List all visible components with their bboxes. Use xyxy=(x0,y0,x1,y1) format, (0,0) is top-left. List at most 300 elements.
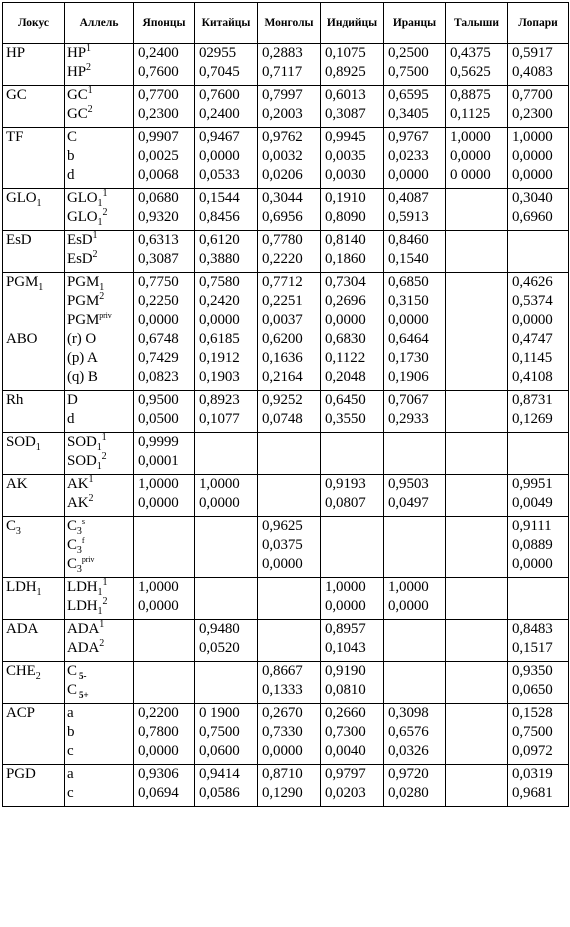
header-row xyxy=(3,3,569,44)
header-iranians: Иранцы xyxy=(384,3,446,44)
frequency-value: 0,0810 xyxy=(325,682,366,698)
table-row-esd xyxy=(3,231,569,273)
frequency-cell xyxy=(321,128,384,189)
frequency-value: 0,0889 xyxy=(512,537,553,553)
frequency-value: 0,7750 xyxy=(138,274,179,290)
locus-cell xyxy=(3,433,65,475)
frequency-value: 0,1290 xyxy=(262,785,303,801)
allele-label: b xyxy=(67,724,75,740)
frequency-value xyxy=(384,662,445,681)
frequency-cell xyxy=(446,391,508,433)
frequency-cell xyxy=(508,704,569,765)
locus-label xyxy=(3,63,64,82)
frequency-value: 0,1122 xyxy=(325,350,366,366)
frequency-cell xyxy=(384,189,446,231)
frequency-value: 0,9999 xyxy=(138,434,179,450)
frequency-cell xyxy=(384,273,446,391)
frequency-value: 1,0000 xyxy=(138,476,179,492)
locus-label xyxy=(3,166,64,185)
frequency-cell xyxy=(258,391,321,433)
frequency-value: 0,0049 xyxy=(512,495,553,511)
frequency-value: 0,8667 xyxy=(262,663,303,679)
frequency-value: 0,6313 xyxy=(138,232,179,248)
frequency-value xyxy=(134,620,194,639)
frequency-value xyxy=(384,639,445,658)
locus-label: PGD xyxy=(6,766,36,782)
frequency-value xyxy=(258,452,320,471)
frequency-value xyxy=(384,681,445,700)
frequency-cell xyxy=(508,189,569,231)
frequency-value xyxy=(195,555,257,574)
frequency-value: 0,2660 xyxy=(325,705,366,721)
frequency-value: 0,7067 xyxy=(388,392,429,408)
frequency-value: 0,2696 xyxy=(325,293,366,309)
frequency-cell xyxy=(384,231,446,273)
frequency-value xyxy=(384,536,445,555)
locus-cell xyxy=(3,620,65,662)
frequency-value: 0,6450 xyxy=(325,392,366,408)
locus-label xyxy=(3,105,64,124)
frequency-value: 1,0000 xyxy=(388,579,429,595)
allele-label: $SOD_1^2$ xyxy=(67,451,107,472)
locus-label xyxy=(3,368,64,387)
frequency-value: 0,1125 xyxy=(450,106,491,122)
frequency-value: 1,0000 xyxy=(199,476,240,492)
frequency-value: 0,7300 xyxy=(325,724,366,740)
allele-label: C $_{5+}$ xyxy=(67,682,89,700)
frequency-cell xyxy=(321,620,384,662)
frequency-value: 0,0000 xyxy=(512,167,553,183)
frequency-cell xyxy=(384,620,446,662)
frequency-value: 0,0000 xyxy=(138,312,179,328)
table-row-acp xyxy=(3,704,569,765)
frequency-cell xyxy=(195,273,258,391)
frequency-value: 0,7700 xyxy=(512,87,553,103)
frequency-value: 0,6850 xyxy=(388,274,429,290)
frequency-value: 0,7429 xyxy=(138,350,179,366)
frequency-cell xyxy=(508,517,569,578)
frequency-value xyxy=(384,452,445,471)
frequency-value xyxy=(384,620,445,639)
locus-label: HP xyxy=(6,45,25,61)
frequency-cell xyxy=(384,765,446,807)
frequency-value xyxy=(134,681,194,700)
allele-cell xyxy=(65,189,134,231)
frequency-value: 0,9720 xyxy=(388,766,429,782)
locus-label xyxy=(3,452,64,471)
allele-label: (p) A xyxy=(67,350,98,366)
allele-label: EsD$^2$ xyxy=(67,249,98,267)
frequency-value: 0,9480 xyxy=(199,621,240,637)
frequency-cell xyxy=(134,128,195,189)
frequency-value: 0,9190 xyxy=(325,663,366,679)
locus-label xyxy=(3,723,64,742)
frequency-value: 0,4747 xyxy=(512,331,553,347)
frequency-value: 0,2933 xyxy=(388,411,429,427)
frequency-value: 0,9350 xyxy=(512,663,553,679)
frequency-value: 0,4083 xyxy=(512,64,553,80)
allele-label: $PGM_1$ xyxy=(67,274,105,293)
frequency-value xyxy=(446,292,507,311)
frequency-cell xyxy=(195,86,258,128)
header-saami: Лопари xyxy=(508,3,569,44)
frequency-value xyxy=(446,330,507,349)
frequency-cell xyxy=(195,391,258,433)
frequency-value xyxy=(446,250,507,269)
frequency-value: 0,6464 xyxy=(388,331,429,347)
frequency-cell xyxy=(508,662,569,704)
locus-label xyxy=(3,639,64,658)
frequency-cell xyxy=(321,231,384,273)
allele-label: $LDH_1^1$ xyxy=(67,577,108,598)
frequency-value: 0,4087 xyxy=(388,190,429,206)
locus-label xyxy=(3,555,64,574)
frequency-cell xyxy=(446,128,508,189)
locus-cell xyxy=(3,704,65,765)
frequency-value: 0,0520 xyxy=(199,640,240,656)
frequency-cell xyxy=(446,620,508,662)
table-row-ada xyxy=(3,620,569,662)
frequency-cell xyxy=(321,765,384,807)
frequency-value: 0,0680 xyxy=(138,190,179,206)
locus-cell xyxy=(3,578,65,620)
frequency-value: 0,6576 xyxy=(388,724,429,740)
frequency-value: 0,8456 xyxy=(199,209,240,225)
frequency-value: 0,2251 xyxy=(262,293,303,309)
frequency-cell xyxy=(384,517,446,578)
frequency-cell xyxy=(321,391,384,433)
frequency-cell xyxy=(446,704,508,765)
frequency-value: 0,1540 xyxy=(388,251,429,267)
table-row-rh xyxy=(3,391,569,433)
frequency-value xyxy=(446,662,507,681)
frequency-cell xyxy=(258,620,321,662)
frequency-cell xyxy=(508,273,569,391)
allele-cell xyxy=(65,578,134,620)
frequency-value xyxy=(134,555,194,574)
locus-label: ABO xyxy=(6,331,38,347)
header-indians: Индийцы xyxy=(321,3,384,44)
allele-label: ADA$^1$ xyxy=(67,619,105,637)
frequency-cell xyxy=(195,189,258,231)
frequency-cell xyxy=(258,86,321,128)
frequency-value: 1,0000 xyxy=(512,129,553,145)
frequency-value: 0,8925 xyxy=(325,64,366,80)
frequency-value: 0,0000 xyxy=(512,312,553,328)
frequency-value xyxy=(446,639,507,658)
allele-cell xyxy=(65,517,134,578)
locus-cell xyxy=(3,231,65,273)
frequency-value xyxy=(134,639,194,658)
frequency-value xyxy=(446,452,507,471)
frequency-value: 0,0823 xyxy=(138,369,179,385)
frequency-value xyxy=(258,494,320,513)
frequency-value: 0,8460 xyxy=(388,232,429,248)
frequency-value xyxy=(446,494,507,513)
frequency-cell xyxy=(384,704,446,765)
frequency-value: 0,9625 xyxy=(262,518,303,534)
frequency-cell xyxy=(384,475,446,517)
frequency-cell xyxy=(384,578,446,620)
frequency-value: 0,0000 xyxy=(199,148,240,164)
frequency-cell xyxy=(258,765,321,807)
header-talysh: Талыши xyxy=(446,3,508,44)
locus-label xyxy=(3,681,64,700)
frequency-value: 0,0500 xyxy=(138,411,179,427)
frequency-value: 0,0035 xyxy=(325,148,366,164)
frequency-value: 0 0000 xyxy=(450,167,491,183)
frequency-value: 0,0000 xyxy=(388,312,429,328)
frequency-value xyxy=(446,208,507,227)
frequency-value: 0,7800 xyxy=(138,724,179,740)
frequency-value xyxy=(508,231,568,250)
frequency-cell xyxy=(134,662,195,704)
frequency-value: 0,0280 xyxy=(388,785,429,801)
locus-label xyxy=(3,292,64,311)
frequency-value: 0,6830 xyxy=(325,331,366,347)
frequency-cell xyxy=(134,578,195,620)
frequency-value xyxy=(446,742,507,761)
allele-label: (q) B xyxy=(67,369,98,385)
frequency-value: 0,3150 xyxy=(388,293,429,309)
frequency-value: 0,4108 xyxy=(512,369,553,385)
frequency-value xyxy=(384,433,445,452)
frequency-cell xyxy=(134,86,195,128)
frequency-cell xyxy=(446,231,508,273)
frequency-value: 0,0375 xyxy=(262,537,303,553)
table-row-pgd xyxy=(3,765,569,807)
frequency-value: 0,0000 xyxy=(262,556,303,572)
frequency-value: 0,5913 xyxy=(388,209,429,225)
frequency-value xyxy=(195,662,257,681)
frequency-value: 0,1075 xyxy=(325,45,366,61)
frequency-value: 0,7330 xyxy=(262,724,303,740)
frequency-cell xyxy=(321,578,384,620)
allele-label: C xyxy=(67,129,77,145)
frequency-value xyxy=(446,681,507,700)
locus-label xyxy=(3,410,64,429)
frequency-value: 1,0000 xyxy=(138,579,179,595)
frequency-value xyxy=(446,536,507,555)
locus-cell xyxy=(3,86,65,128)
frequency-cell xyxy=(508,231,569,273)
frequency-value: 0,0326 xyxy=(388,743,429,759)
frequency-value xyxy=(446,578,507,597)
frequency-value: 0,7500 xyxy=(199,724,240,740)
frequency-cell xyxy=(134,765,195,807)
allele-cell xyxy=(65,86,134,128)
frequency-value xyxy=(446,231,507,250)
locus-label xyxy=(3,208,64,227)
frequency-value xyxy=(258,475,320,494)
frequency-value: 0,2500 xyxy=(388,45,429,61)
frequency-value: 0,1860 xyxy=(325,251,366,267)
frequency-value: 0,2200 xyxy=(138,705,179,721)
frequency-value xyxy=(446,311,507,330)
frequency-cell xyxy=(508,475,569,517)
frequency-value: 0,2250 xyxy=(138,293,179,309)
frequency-cell xyxy=(258,578,321,620)
frequency-value: 0,6185 xyxy=(199,331,240,347)
frequency-cell xyxy=(321,86,384,128)
frequency-value: 0,9767 xyxy=(388,129,429,145)
frequency-cell xyxy=(134,273,195,391)
frequency-value xyxy=(446,784,507,803)
frequency-value: 0,0000 xyxy=(325,312,366,328)
frequency-value: 0,0000 xyxy=(199,495,240,511)
frequency-value: 0,1333 xyxy=(262,682,303,698)
locus-label xyxy=(3,494,64,513)
locus-label: $PGM_1$ xyxy=(6,274,44,293)
allele-label: d xyxy=(67,167,75,183)
allele-label: $AK^2$ xyxy=(67,493,94,511)
locus-cell xyxy=(3,273,65,391)
header-mongols: Монголы xyxy=(258,3,321,44)
frequency-value xyxy=(446,620,507,639)
frequency-cell xyxy=(195,578,258,620)
frequency-cell xyxy=(134,391,195,433)
frequency-value: 0,0032 xyxy=(262,148,303,164)
frequency-cell xyxy=(195,704,258,765)
frequency-value: 0,1906 xyxy=(388,369,429,385)
frequency-value xyxy=(446,410,507,429)
allele-label: PGM$^2$ xyxy=(67,291,105,309)
frequency-value: 0,9414 xyxy=(199,766,240,782)
frequency-value xyxy=(508,250,568,269)
frequency-value: 0,5625 xyxy=(450,64,491,80)
allele-label: a xyxy=(67,705,74,721)
frequency-value xyxy=(384,555,445,574)
frequency-cell xyxy=(134,189,195,231)
frequency-value xyxy=(321,517,383,536)
frequency-cell xyxy=(258,517,321,578)
locus-label xyxy=(3,147,64,166)
frequency-value: 0,7580 xyxy=(199,274,240,290)
frequency-value: 0,9111 xyxy=(512,518,552,534)
frequency-value: 0,7045 xyxy=(199,64,240,80)
table-row-glo1 xyxy=(3,189,569,231)
frequency-value: 0,0000 xyxy=(262,743,303,759)
frequency-value: 0,1269 xyxy=(512,411,553,427)
frequency-value xyxy=(446,704,507,723)
allele-cell xyxy=(65,620,134,662)
frequency-cell xyxy=(134,620,195,662)
frequency-value: 0,9951 xyxy=(512,476,553,492)
frequency-value: 0,8483 xyxy=(512,621,553,637)
allele-label: c xyxy=(67,743,74,759)
frequency-cell xyxy=(446,189,508,231)
frequency-value: 0,9762 xyxy=(262,129,303,145)
frequency-value: 0,6200 xyxy=(262,331,303,347)
allele-cell xyxy=(65,44,134,86)
locus-cell xyxy=(3,391,65,433)
frequency-cell xyxy=(258,189,321,231)
allele-cell xyxy=(65,433,134,475)
frequency-value xyxy=(258,433,320,452)
frequency-value xyxy=(195,578,257,597)
allele-label: EsD$^1$ xyxy=(67,230,98,248)
frequency-cell xyxy=(134,517,195,578)
frequency-value xyxy=(258,578,320,597)
frequency-value: 0,8140 xyxy=(325,232,366,248)
frequency-cell xyxy=(508,44,569,86)
allele-label: ADA$^2$ xyxy=(67,638,105,656)
frequency-value: 0,0586 xyxy=(199,785,240,801)
frequency-value: 1,0000 xyxy=(325,579,366,595)
frequency-value xyxy=(508,433,568,452)
locus-label: $C_3$ xyxy=(6,518,21,537)
frequency-value: 0,1528 xyxy=(512,705,553,721)
locus-cell xyxy=(3,128,65,189)
frequency-cell xyxy=(508,128,569,189)
frequency-value xyxy=(258,639,320,658)
frequency-cell xyxy=(258,475,321,517)
frequency-value: 0,9306 xyxy=(138,766,179,782)
frequency-value: 0,7500 xyxy=(512,724,553,740)
allele-cell xyxy=(65,765,134,807)
frequency-cell xyxy=(446,86,508,128)
frequency-cell xyxy=(195,517,258,578)
frequency-value xyxy=(446,391,507,410)
frequency-cell xyxy=(446,517,508,578)
frequency-value: 0,7600 xyxy=(199,87,240,103)
frequency-value: 0,7780 xyxy=(262,232,303,248)
frequency-value: 0,1910 xyxy=(325,190,366,206)
frequency-value xyxy=(321,555,383,574)
frequency-value: 0,9500 xyxy=(138,392,179,408)
frequency-value: 0,0600 xyxy=(199,743,240,759)
frequency-value: 0,3087 xyxy=(325,106,366,122)
frequency-value: 0,2003 xyxy=(262,106,303,122)
frequency-cell xyxy=(446,475,508,517)
frequency-value: 0,0206 xyxy=(262,167,303,183)
frequency-value: 0,7304 xyxy=(325,274,366,290)
allele-cell xyxy=(65,391,134,433)
frequency-value: 0,2400 xyxy=(199,106,240,122)
frequency-value: 0,2420 xyxy=(199,293,240,309)
table-row-hp xyxy=(3,44,569,86)
frequency-value: 0,9503 xyxy=(388,476,429,492)
frequency-value xyxy=(195,517,257,536)
table-row-ak xyxy=(3,475,569,517)
locus-cell xyxy=(3,517,65,578)
frequency-value: 0,0000 xyxy=(512,148,553,164)
allele-label: $GLO_1^2$ xyxy=(67,207,108,228)
allele-frequency-table xyxy=(2,2,569,807)
frequency-cell xyxy=(508,765,569,807)
frequency-value: 0,3044 xyxy=(262,190,303,206)
frequency-value: 0,6013 xyxy=(325,87,366,103)
frequency-value xyxy=(195,433,257,452)
header-locus: Локус xyxy=(3,3,65,44)
allele-label: $PGM^{priv}$ xyxy=(67,311,112,328)
frequency-cell xyxy=(384,433,446,475)
frequency-cell xyxy=(258,44,321,86)
frequency-cell xyxy=(258,231,321,273)
frequency-cell xyxy=(384,44,446,86)
locus-label: GC xyxy=(6,87,27,103)
frequency-value: 0,0068 xyxy=(138,167,179,183)
allele-cell xyxy=(65,273,134,391)
frequency-value: 0 1900 xyxy=(199,705,240,721)
allele-label: $AK^1$ xyxy=(67,474,94,492)
frequency-value: 0,0000 xyxy=(199,312,240,328)
frequency-cell xyxy=(195,765,258,807)
frequency-value xyxy=(321,536,383,555)
frequency-value: 1,0000 xyxy=(450,129,491,145)
frequency-value xyxy=(195,597,257,616)
frequency-value: 0,5917 xyxy=(512,45,553,61)
